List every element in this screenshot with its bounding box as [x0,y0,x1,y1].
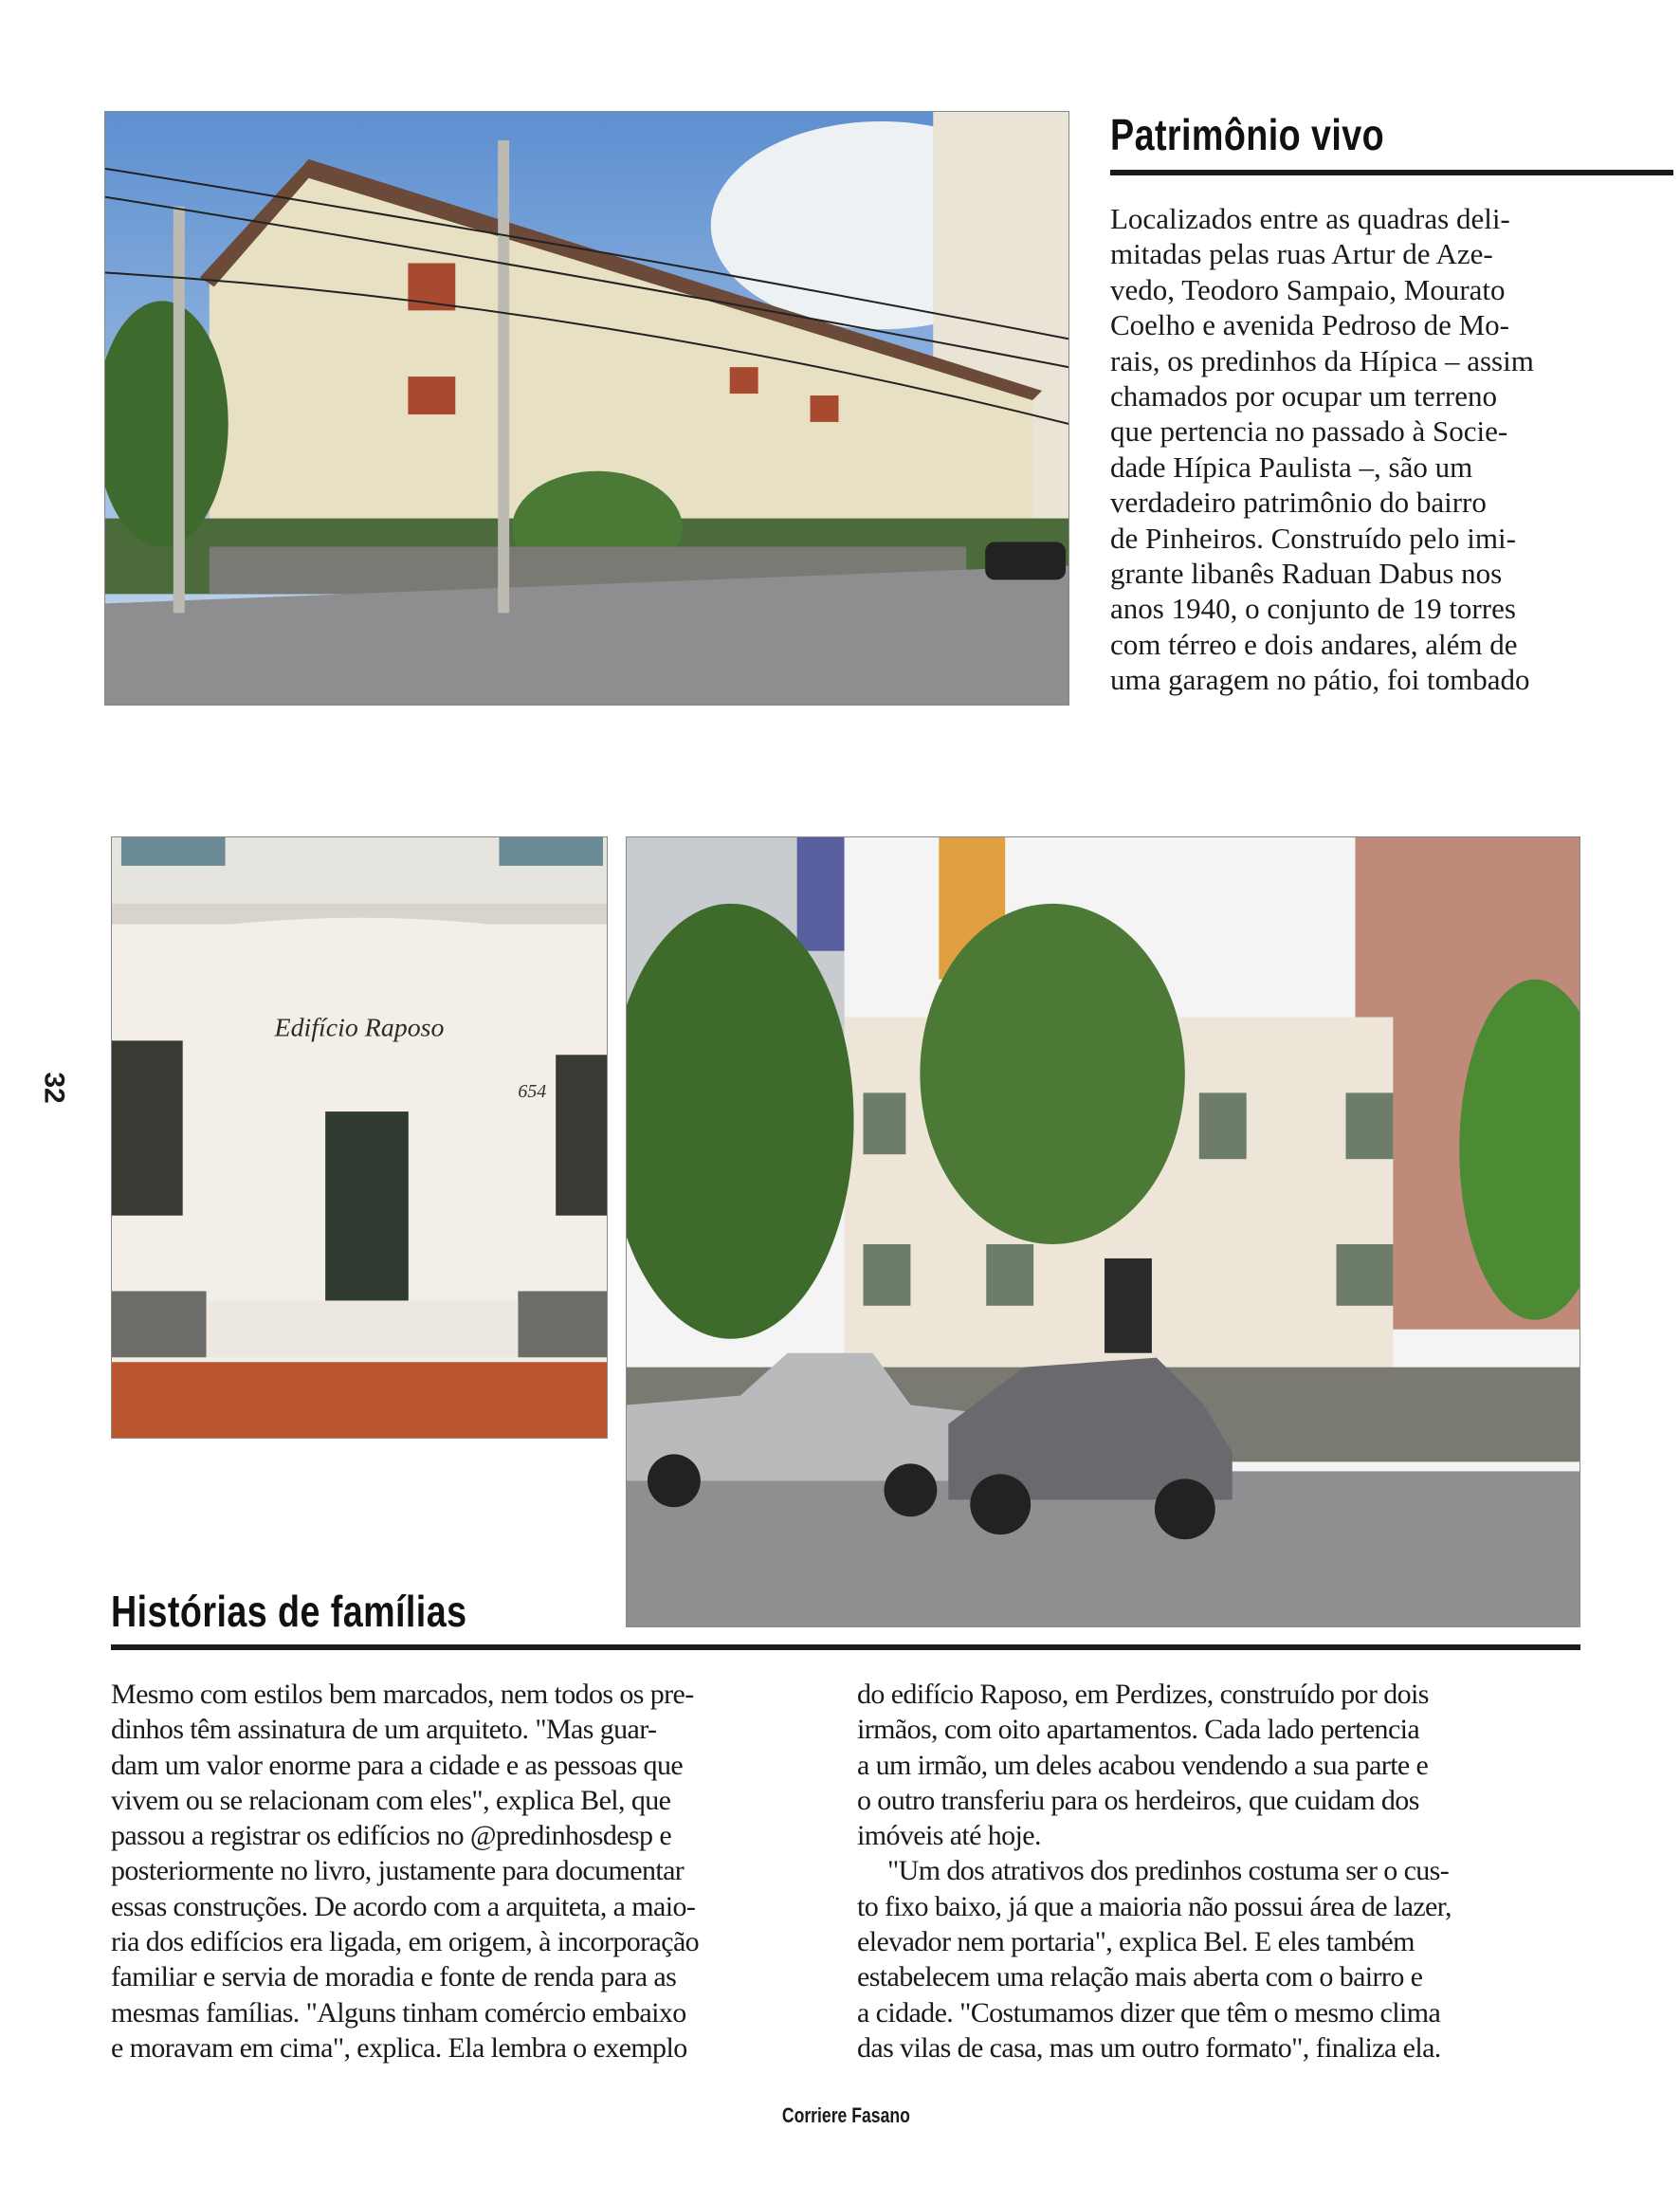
text-line: dinhos têm assinatura de um arquiteto. "Mas guar- [111,1714,657,1746]
publication-name: Corriere Fasano [781,2103,910,2127]
text-line: posteriormente no livro, justamente para documentar [111,1855,685,1887]
text-line: dade Hípica Paulista –, são um [1110,450,1473,484]
text-line: familiar e servia de moradia e fonte de renda para as [111,1961,677,1993]
text-line: dam um valor enorme para a cidade e as pessoas que [111,1749,684,1781]
section-rule [111,1644,1580,1650]
text-line: o outro transferiu para os herdeiros, que cuidam dos [857,1784,1419,1816]
text-line: do edifício Raposo, em Perdizes, construído por dois [857,1679,1429,1710]
article-text-col2 [857,1677,1452,2066]
text-line: ria dos edifícios era ligada, em origem, à incorporação [111,1926,700,1958]
text-line: uma garagem no pátio, foi tombado [1110,663,1530,697]
building-sign: Edifício Raposo [274,1013,445,1043]
section-rule [1110,170,1673,175]
text-line: anos 1940, o conjunto de 19 torres [1110,592,1516,626]
text-line: com térreo e dois andares, além de [1110,627,1518,661]
text-line: mitadas pelas ruas Artur de Aze- [1110,237,1493,271]
text-line: rais, os predinhos da Hípica – assim [1110,343,1534,377]
page-number: 32 [38,1072,70,1104]
text-line: elevador nem portaria", explica Bel. E eles também [857,1926,1415,1958]
photo-house-with-cars [626,836,1580,1627]
text-line: a um irmão, um deles acabou vendendo a sua parte e [857,1749,1429,1781]
text-line: Localizados entre as quadras deli- [1110,202,1510,235]
text-line: Coelho e avenida Pedroso de Mo- [1110,308,1509,342]
article-text-col1 [111,1677,699,2066]
photo-edificio-raposo-entrance [111,836,608,1439]
text-line: irmãos, com oito apartamentos. Cada lado pertencia [857,1714,1420,1746]
text-line: a cidade. "Costumamos dizer que têm o mesmo clima [857,1996,1441,2029]
text-line: estabelecem uma relação mais aberta com o bairro e [857,1961,1423,1993]
text-line: mesmas famílias. "Alguns tinham comércio embaixo [111,1996,686,2029]
text-line: to fixo baixo, já que a maioria não possui área de lazer, [857,1890,1452,1922]
text-line: das vilas de casa, mas um outro formato", finaliza ela. [857,2031,1441,2064]
publication-footer [0,2103,1680,2128]
text-line: essas construções. De acordo com a arquiteta, a maio- [111,1890,696,1922]
section-title-patrimonio: Patrimônio vivo [1110,110,1385,159]
text-line: chamados por ocupar um terreno [1110,379,1498,413]
text-line: grante libanês Raduan Dabus nos [1110,557,1503,591]
text-line: vedo, Teodoro Sampaio, Mourato [1110,272,1506,306]
text-line: que pertencia no passado à Socie- [1110,414,1508,449]
building-number: 654 [518,1081,547,1103]
text-line: e moravam em cima", explica. Ela lembra o exemplo [111,2031,687,2064]
section-title-historias: Histórias de famílias [111,1587,467,1636]
text-line: passou a registrar os edifícios no @predinhosdesp e [111,1820,672,1852]
text-line: de Pinheiros. Construído pelo imi- [1110,521,1516,555]
text-line: Mesmo com estilos bem marcados, nem todos os pre- [111,1679,694,1710]
article-text-patrimonio [1110,201,1534,698]
text-line: verdadeiro patrimônio do bairro [1110,486,1487,520]
photo-hipica-buildings [104,111,1069,706]
text-line: vivem ou se relacionam com eles", explica Bel, que [111,1784,671,1816]
text-line: "Um dos atrativos dos predinhos costuma ser o cus- [887,1855,1450,1887]
text-line: imóveis até hoje. [857,1820,1041,1852]
